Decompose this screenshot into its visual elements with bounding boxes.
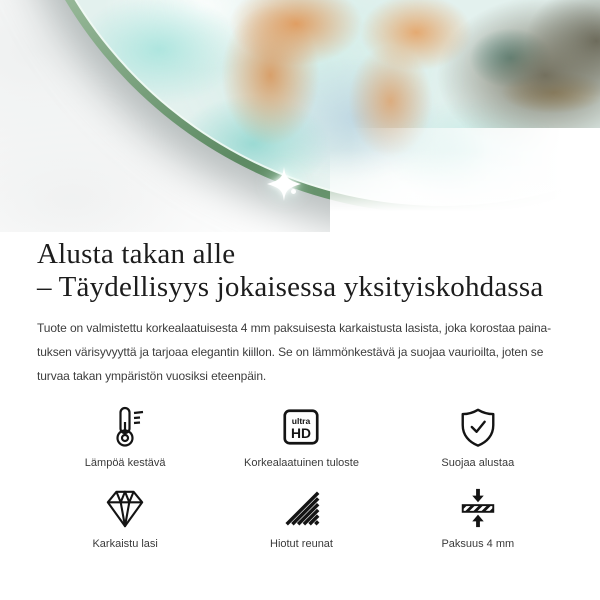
feature-label: Suojaa alustaa bbox=[441, 457, 515, 469]
sparkle-icon bbox=[267, 167, 301, 201]
page-title-line1: Alusta takan alle bbox=[37, 238, 236, 270]
paragraph-line: turvaa takan ympäristön vuosiksi eteenpäin. bbox=[37, 369, 267, 383]
feature-label: Hiotut reunat bbox=[270, 538, 333, 550]
feature-label: Paksuus 4 mm bbox=[441, 538, 515, 550]
feature-heat-resistant bbox=[37, 405, 213, 470]
page-title bbox=[37, 238, 566, 304]
beveled-edges-icon bbox=[280, 486, 322, 530]
product-image bbox=[0, 0, 600, 232]
paragraph-line: tuksen värisyvyyttä ja tarjoaa elegantin kiillon. Se on lämmönkestävä ja suojaa vaurioilta, joten se bbox=[37, 345, 544, 359]
product-paragraph bbox=[37, 316, 566, 388]
thickness-icon bbox=[457, 486, 499, 530]
thermometer-icon bbox=[103, 405, 147, 449]
feature-label: Korkealaatuinen tuloste bbox=[244, 457, 359, 469]
feature-protects-base bbox=[390, 405, 566, 470]
feature-polished-edges bbox=[213, 486, 389, 551]
page-title-line2: – Täydellisyys jokaisessa yksityiskohdassa bbox=[37, 271, 544, 303]
product-description-section bbox=[0, 238, 600, 551]
feature-label: Lämpöä kestävä bbox=[84, 457, 166, 469]
feature-label: Karkaistu lasi bbox=[92, 538, 158, 550]
ultra-hd-icon-text-top: ultra bbox=[292, 416, 311, 427]
paragraph-line: Tuote on valmistettu korkealaatuisesta 4 mm paksuisesta karkaistusta lasista, joka korostaa paina- bbox=[37, 321, 552, 335]
feature-grid bbox=[37, 405, 566, 551]
shield-check-icon bbox=[457, 405, 499, 449]
feature-high-quality-print bbox=[213, 405, 389, 470]
feature-thickness bbox=[390, 486, 566, 551]
diamond-icon bbox=[103, 486, 147, 530]
ultra-hd-icon-text-bottom: HD bbox=[291, 424, 312, 441]
ultra-hd-icon bbox=[280, 405, 322, 449]
hero-white-fade-bottom bbox=[330, 150, 600, 232]
feature-tempered-glass bbox=[37, 486, 213, 551]
